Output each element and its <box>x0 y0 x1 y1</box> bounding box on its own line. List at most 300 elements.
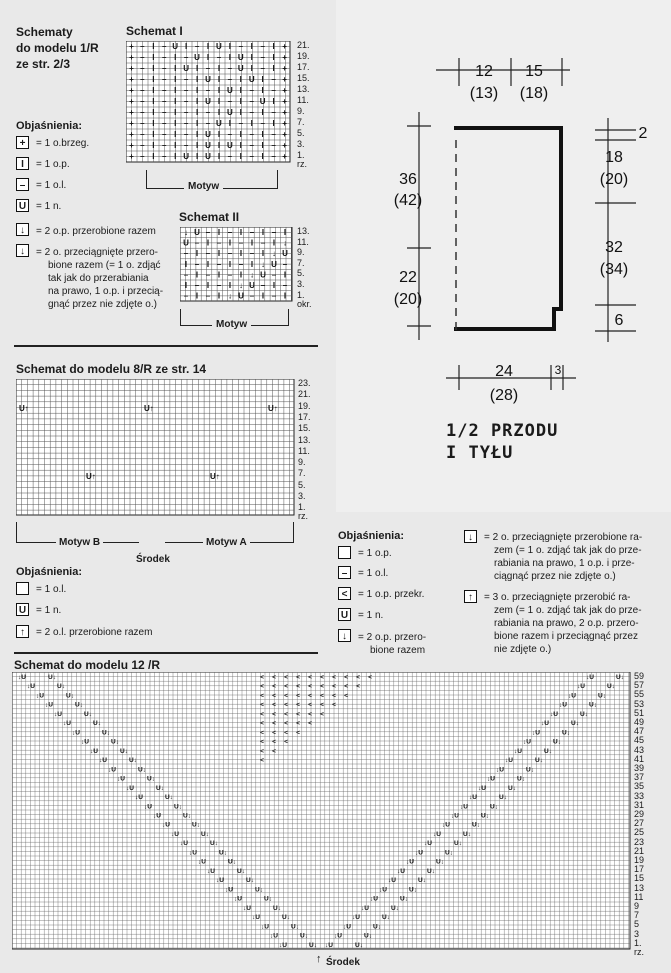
stitch-symbol: – <box>282 281 288 290</box>
stitch-symbol: – <box>249 291 255 301</box>
stitch-symbol: < <box>296 692 300 700</box>
row-number: 11. <box>298 445 310 456</box>
stitch-symbol: < <box>356 674 360 681</box>
stitch-symbol: ↓U <box>108 766 116 774</box>
stitch-symbol: U <box>194 228 200 237</box>
stitch-symbol: < <box>284 729 288 737</box>
stitch-symbol: < <box>284 738 288 746</box>
stitch-symbol: I <box>250 259 254 269</box>
stitch-symbol: U↓ <box>355 941 363 949</box>
stitch-symbol: U <box>238 291 244 301</box>
stitch-symbol: – <box>249 86 254 95</box>
stitch-symbol: I <box>206 53 210 62</box>
row-number: 9. <box>297 247 305 258</box>
stitch-symbol: ↓U <box>252 914 260 922</box>
stitch-symbol: < <box>344 674 348 681</box>
stitch-symbol: I <box>239 141 242 150</box>
stitch-symbol: – <box>216 53 222 62</box>
stitch-symbol: I <box>217 64 221 73</box>
stitch-symbol: – <box>162 141 167 150</box>
stitch-symbol: U↓ <box>84 710 92 718</box>
legend-line: = 3 o. przeciągnięte przerobić ra- <box>484 592 631 603</box>
stitch-symbol: < <box>272 747 276 755</box>
stitch-symbol: I <box>261 249 265 259</box>
stitch-symbol: – <box>162 86 167 95</box>
stitch-symbol: + <box>282 152 287 161</box>
stitch-symbol: U↓ <box>490 803 498 811</box>
stitch-symbol: – <box>227 64 233 73</box>
stitch-symbol: I <box>217 270 221 280</box>
stitch-symbol: I <box>152 42 155 51</box>
stitch-symbol: I <box>261 141 264 150</box>
legend-long-item <box>36 246 163 311</box>
stitch-symbol: I <box>228 119 231 128</box>
stitch-symbol: – <box>227 75 233 84</box>
dim-label: (13) <box>469 85 499 102</box>
stitch-symbol: < <box>260 747 264 755</box>
stitch-symbol: U↓ <box>454 840 462 848</box>
row-number: 15. <box>298 423 311 434</box>
stitch-symbol: < <box>260 720 264 728</box>
stitch-symbol: U <box>205 130 211 139</box>
stitch-symbol: – <box>140 86 145 95</box>
purl-stitch-icon: – <box>338 566 351 579</box>
edge-stitch-icon: + <box>16 136 29 149</box>
stitch-symbol: ↓U <box>171 830 179 838</box>
stitch-symbol: – <box>205 270 211 280</box>
stitch-symbol: I <box>217 130 221 139</box>
twisted-knit-icon: < <box>338 587 351 600</box>
stitch-symbol: U↓ <box>481 812 489 820</box>
stitch-symbol: I <box>217 108 221 117</box>
stitch-symbol: < <box>284 720 288 728</box>
stitch-symbol: – <box>140 97 145 106</box>
stitch-symbol: – <box>238 238 244 248</box>
stitch-symbol: – <box>140 75 145 84</box>
stitch-symbol: < <box>272 674 276 681</box>
stitch-symbol: I <box>283 291 287 301</box>
stitch-symbol: U↓ <box>246 877 254 885</box>
legend-line: bione razem <box>370 645 426 656</box>
stitch-symbol: U <box>226 108 233 117</box>
stitch-symbol: U↓ <box>129 757 137 765</box>
row-number: 43 <box>634 744 645 755</box>
dim-label: 18 <box>605 149 623 166</box>
row-number: 23 <box>634 836 645 847</box>
stitch-symbol: I <box>239 249 243 259</box>
legend-line: = 2 o. przeciągnięte przero- <box>36 247 159 258</box>
stitch-symbol: ↓U <box>550 710 558 718</box>
stitch-symbol: I <box>217 228 221 237</box>
stitch-symbol: I <box>206 259 210 269</box>
row-number: 13. <box>297 84 310 94</box>
dim-label: 24 <box>495 363 513 380</box>
stitch-symbol: I <box>152 119 155 128</box>
stitch-symbol: U↓ <box>111 738 119 746</box>
stitch-symbol: I <box>261 228 265 237</box>
stitch-symbol: – <box>162 42 167 51</box>
stitch-symbol: I <box>152 108 155 117</box>
stitch-symbol: – <box>249 108 254 117</box>
row-number: 39 <box>634 763 645 773</box>
stitch-symbol: I <box>195 119 199 128</box>
objasnienia-title-1: Objaśnienia: <box>16 120 83 132</box>
stitch-symbol: I <box>250 238 254 248</box>
stitch-symbol: – <box>183 119 189 128</box>
p2tog-icon: ↑ <box>16 625 29 638</box>
stitch-symbol: – <box>140 64 145 73</box>
stitch-symbol: I <box>217 291 221 301</box>
stitch-symbol: U <box>194 53 200 62</box>
row-number: 35 <box>634 781 645 792</box>
stitch-symbol: – <box>205 291 211 301</box>
stitch-symbol: U↓ <box>75 701 83 709</box>
stitch-symbol: ↓U <box>99 757 107 765</box>
row-number: 7. <box>297 257 305 268</box>
row-number: 17. <box>297 62 310 72</box>
row-number: 1. rz. <box>298 502 308 522</box>
legend-line: rabiania na prawo, 2 o.p. przero- <box>494 618 639 629</box>
stitch-symbol: + <box>129 108 134 117</box>
stitch-symbol: I <box>272 238 276 248</box>
stitch-symbol: U↓ <box>264 895 272 903</box>
stitch-symbol: U <box>237 64 244 73</box>
stitch-symbol: ↓U <box>469 794 477 802</box>
stitch-symbol: ↓ <box>283 238 287 248</box>
stitch-symbol: U↓ <box>589 701 597 709</box>
sk2po-icon: ↑ <box>464 590 477 603</box>
stitch-symbol: ↓U <box>45 701 53 709</box>
legend-item: = 1 o.l. <box>36 584 67 595</box>
stitch-symbol: < <box>284 710 288 718</box>
stitch-symbol: < <box>320 683 324 691</box>
stitch-symbol: ↓U <box>442 821 450 829</box>
stitch-symbol: + <box>282 42 287 51</box>
row-number: 17. <box>298 411 311 422</box>
stitch-symbol: < <box>272 683 276 691</box>
stitch-symbol: – <box>194 238 200 248</box>
stitch-symbol: U <box>226 86 233 95</box>
stitch-symbol: U↓ <box>201 830 209 838</box>
stitch-symbol: + <box>282 75 287 84</box>
stitch-symbol: ↓U <box>352 914 360 922</box>
yarn-over-icon: U <box>338 608 351 621</box>
row-number: 13. <box>298 434 311 445</box>
stitch-symbol: < <box>296 674 300 681</box>
stitch-symbol: I <box>239 228 243 237</box>
stitch-symbol: U <box>183 152 190 161</box>
stitch-symbol: ↓U <box>153 812 161 820</box>
stitch-symbol: < <box>332 701 336 709</box>
stitch-symbol: < <box>260 692 264 700</box>
stitch-symbol: U↓ <box>93 720 101 728</box>
stitch-symbol: – <box>271 152 276 161</box>
legend-item: = 1 n. <box>358 610 384 621</box>
stitch-symbol: ↓U <box>54 710 62 718</box>
row-number: 3. <box>298 491 306 501</box>
stitch-symbol: I <box>152 152 155 161</box>
stitch-symbol: I <box>174 141 177 150</box>
stitch-symbol: + <box>282 119 287 128</box>
stitch-symbol: < <box>296 720 300 728</box>
stitch-symbol: < <box>308 710 312 718</box>
row-number: 15. <box>297 73 310 83</box>
stitch-symbol: I <box>272 64 275 73</box>
row-number: 15 <box>634 873 645 884</box>
stitch-symbol: + <box>282 86 287 95</box>
stitch-symbol: – <box>227 152 233 161</box>
pattern-sketch-panel <box>336 0 671 512</box>
dim-label: (34) <box>599 261 629 278</box>
stitch-symbol: ↓U <box>36 692 44 700</box>
stitch-symbol: – <box>271 141 276 150</box>
stitch-symbol: – <box>183 270 189 280</box>
stitch-symbol: < <box>308 674 312 681</box>
stitch-symbol: < <box>260 710 264 718</box>
stitch-symbol: U↓ <box>147 775 155 783</box>
legend-item <box>484 531 642 583</box>
stitch-symbol: ↓U <box>496 766 504 774</box>
stitch-symbol: < <box>296 683 300 691</box>
caption-line: 1/2 PRZODU <box>446 421 559 441</box>
stitch-symbol: I <box>239 75 242 84</box>
stitch-symbol: + <box>129 119 134 128</box>
stitch-symbol: U↓ <box>418 877 426 885</box>
stitch-symbol: – <box>227 228 233 237</box>
legend-item: = 1 o.brzeg. <box>36 138 90 149</box>
stitch-symbol: ↓U <box>198 858 206 866</box>
stitch-symbol: ↓U <box>397 867 405 875</box>
stitch-symbol: U <box>226 141 233 150</box>
stitch-symbol: – <box>183 130 189 139</box>
stitch-symbol: < <box>260 729 264 737</box>
stitch-symbol: – <box>183 53 189 62</box>
legend-item: = 1 o.l. <box>358 568 389 579</box>
row-number: 55 <box>634 689 645 700</box>
stitch-symbol: ↓U <box>180 840 188 848</box>
stitch-symbol: U↓ <box>598 692 606 700</box>
stitch-symbol: – <box>260 64 265 73</box>
row-number: 23. <box>298 378 311 388</box>
stitch-symbol: < <box>272 738 276 746</box>
legend-line: nie zdjęte o.) <box>494 644 552 655</box>
row-number: 5. <box>298 479 306 490</box>
stitch-symbol: + <box>282 108 287 117</box>
stitch-symbol: I <box>195 64 199 73</box>
stitch-symbol: I <box>272 42 275 51</box>
stitch-symbol: – <box>260 53 265 62</box>
stitch-symbol: + <box>129 42 134 51</box>
stitch-symbol: ↓U <box>261 923 269 931</box>
model-12-title: Schemat do modelu 12 /R <box>14 658 161 672</box>
legend-item: = 1 o.p. <box>36 159 70 170</box>
row-number: 13. <box>297 226 310 236</box>
schemat-1-motyw: Motyw <box>184 181 223 192</box>
skpo-icon: ↓ <box>464 530 477 543</box>
yo-p2tog-mark: U↑ <box>268 404 278 413</box>
stitch-symbol: I <box>195 108 199 117</box>
stitch-symbol: – <box>183 249 189 259</box>
dim-label: 22 <box>399 269 417 286</box>
stitch-symbol: – <box>260 281 266 290</box>
stitch-symbol: I <box>195 97 199 106</box>
stitch-symbol: I <box>152 64 155 73</box>
dim-label: 36 <box>399 171 417 188</box>
stitch-symbol: – <box>205 108 211 117</box>
stitch-symbol: ↓U <box>18 674 26 681</box>
stitch-symbol: U↓ <box>165 794 173 802</box>
stitch-symbol: ↓U <box>216 877 224 885</box>
row-number: 19. <box>297 51 310 61</box>
stitch-symbol: U↓ <box>156 784 164 792</box>
stitch-symbol: ↓U <box>270 932 278 940</box>
legend-item: = 1 n. <box>36 201 62 212</box>
stitch-symbol: – <box>183 291 189 301</box>
stitch-symbol: ↓U <box>243 904 251 912</box>
row-number: 1. okr. <box>297 289 312 309</box>
yo-p2tog-mark: U↑ <box>19 404 29 413</box>
stitch-symbol: I <box>195 130 199 139</box>
dim-label: (42) <box>393 192 423 209</box>
stitch-symbol: I <box>261 130 264 139</box>
dim-label: 32 <box>605 239 623 256</box>
title-line: Schematy <box>16 25 73 39</box>
purl-stitch-icon: – <box>16 178 29 191</box>
caption-line: I TYŁU <box>446 443 514 463</box>
stitch-symbol: U↓ <box>210 840 218 848</box>
stitch-symbol: < <box>260 674 264 681</box>
row-number: 9 <box>634 901 640 911</box>
stitch-symbol: + <box>282 130 287 139</box>
row-number: 29 <box>634 809 645 819</box>
stitch-symbol: + <box>282 53 287 62</box>
stitch-symbol: – <box>249 228 255 237</box>
legend-line: zem (= 1 o. zdjąć tak jak do prze- <box>494 545 642 556</box>
stitch-symbol: + <box>282 141 287 150</box>
stitch-symbol: – <box>216 259 222 269</box>
row-number: 3 <box>634 928 640 939</box>
stitch-symbol: ↓U <box>343 923 351 931</box>
stitch-symbol: U↓ <box>364 932 372 940</box>
row-number: 11. <box>297 236 309 247</box>
stitch-symbol: I <box>152 130 155 139</box>
stitch-symbol: U↓ <box>562 729 570 737</box>
stitch-symbol: I <box>206 238 210 248</box>
stitch-symbol: < <box>272 692 276 700</box>
stitch-symbol: + <box>129 141 134 150</box>
stitch-symbol: U↓ <box>436 858 444 866</box>
stitch-symbol: U↓ <box>391 904 399 912</box>
stitch-symbol: < <box>332 683 336 691</box>
stitch-symbol: U↓ <box>102 729 110 737</box>
stitch-symbol: U <box>183 238 189 248</box>
stitch-symbol: ↓U <box>334 932 342 940</box>
stitch-symbol: – <box>140 152 145 161</box>
stitch-symbol: – <box>227 270 233 280</box>
stitch-symbol: ↓U <box>72 729 80 737</box>
stitch-symbol: – <box>227 130 233 139</box>
yo-p2tog-mark: U↑ <box>210 472 220 481</box>
stitch-symbol: – <box>183 141 189 150</box>
stitch-symbol: I <box>261 152 264 161</box>
title-line: do modelu 1/R <box>16 41 99 55</box>
stitch-symbol: – <box>260 238 266 248</box>
stitch-symbol: – <box>271 108 276 117</box>
row-number: 11 <box>634 891 644 902</box>
stitch-symbol: I <box>206 281 210 290</box>
legend-item <box>358 631 426 657</box>
stitch-symbol: – <box>162 152 167 161</box>
legend-item <box>484 591 642 656</box>
stitch-symbol: < <box>272 729 276 737</box>
stitch-symbol: U <box>205 152 211 161</box>
schemat-2-grid <box>180 227 295 305</box>
skpo-icon: ↓ <box>16 244 29 257</box>
stitch-symbol: – <box>249 141 254 150</box>
stitch-symbol: – <box>271 86 276 95</box>
stitch-symbol: I <box>261 75 264 84</box>
stitch-symbol: < <box>308 692 312 700</box>
schemat-2-title: Schemat II <box>179 210 240 224</box>
stitch-symbol: U↓ <box>463 830 471 838</box>
stitch-symbol: – <box>238 119 244 128</box>
row-number: 25 <box>634 827 645 838</box>
stitch-symbol: U↓ <box>427 867 435 875</box>
row-number: 7. <box>298 468 306 479</box>
row-number: 13 <box>634 882 645 893</box>
stitch-symbol: < <box>356 683 360 691</box>
stitch-symbol: U↓ <box>544 747 552 755</box>
stitch-symbol: I <box>217 152 221 161</box>
legend-item: = 1 o.p. <box>358 548 392 559</box>
row-number: 17 <box>634 864 645 875</box>
title-line: ze str. 2/3 <box>16 57 71 71</box>
stitch-symbol: ↓U <box>514 747 522 755</box>
motyw-a-label: Motyw A <box>203 537 250 548</box>
purl-stitch-icon <box>16 582 29 595</box>
stitch-symbol: I <box>250 119 253 128</box>
stitch-symbol: < <box>260 738 264 746</box>
stitch-symbol: – <box>183 108 189 117</box>
stitch-symbol: < <box>284 701 288 709</box>
stitch-symbol: I <box>217 141 221 150</box>
stitch-symbol: ↓U <box>225 886 233 894</box>
stitch-symbol: < <box>344 692 348 700</box>
stitch-symbol: ↓U <box>460 803 468 811</box>
stitch-symbol: – <box>140 53 145 62</box>
stitch-symbol: < <box>272 720 276 728</box>
stitch-symbol: I <box>195 141 199 150</box>
pattern-caption <box>446 420 558 464</box>
stitch-symbol: U <box>260 270 266 280</box>
stitch-symbol: ↓U <box>144 803 152 811</box>
divider <box>14 345 318 347</box>
stitch-symbol: U↓ <box>517 775 525 783</box>
stitch-symbol: U↓ <box>553 738 561 746</box>
stitch-symbol: I <box>228 259 232 269</box>
stitch-symbol: – <box>162 53 167 62</box>
stitch-symbol: U↓ <box>57 683 65 691</box>
stitch-symbol: ↓U <box>523 738 531 746</box>
stitch-symbol: I <box>217 86 221 95</box>
stitch-symbol: U↓ <box>580 710 588 718</box>
stitch-symbol: I <box>174 152 177 161</box>
stitch-symbol: < <box>260 683 264 691</box>
stitch-symbol: – <box>227 97 233 106</box>
yarn-over-icon: U <box>16 199 29 212</box>
divider <box>14 652 318 654</box>
stitch-symbol: – <box>162 108 167 117</box>
